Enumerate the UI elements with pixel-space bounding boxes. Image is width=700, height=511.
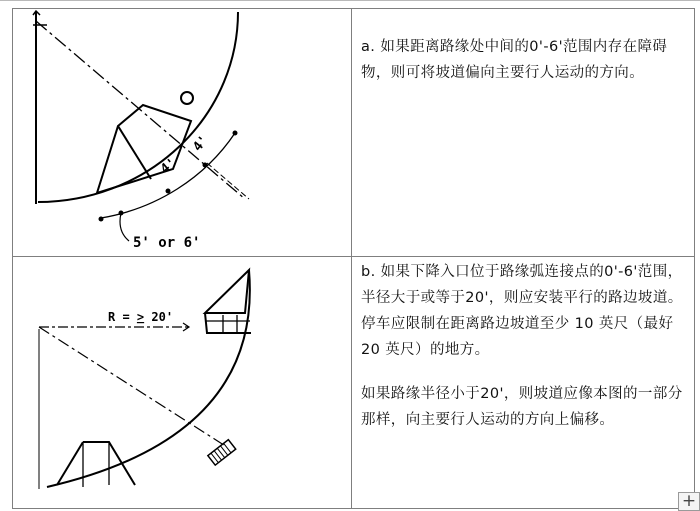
item-text-b1: 如果下降入口位于路缘弧连接点的0'-6'范围，半径大于或等于20'，则应安装平行的路边坡道。停车应限制在距离路边坡道至少 10 英尺（最好 20 英尺）的地方。 xyxy=(361,264,683,358)
obstruction-circle xyxy=(181,92,193,104)
table-row-b xyxy=(13,257,695,509)
parallel-ramp-top xyxy=(205,270,249,313)
item-text-a: 如果距离路缘处中间的0'-6'范围内存在障碍物，则可将坡道偏向主要行人运动的方向。 xyxy=(361,39,668,81)
add-button[interactable]: + xyxy=(678,492,700,511)
paragraph-b1 xyxy=(361,259,684,363)
ramp-flare-a xyxy=(118,126,151,179)
leader-line-a xyxy=(120,213,129,241)
text-cell-b xyxy=(352,257,695,509)
curb-arc-a xyxy=(38,12,238,202)
dimension-label-4ft-right: 4' xyxy=(190,132,212,155)
figure-cell-b xyxy=(13,257,352,509)
item-label-b: b. xyxy=(361,264,376,280)
diagonal-line-b xyxy=(39,327,227,447)
paragraph-b2 xyxy=(361,381,684,433)
radius-label: R = > 20' xyxy=(108,310,174,324)
item-label-a: a. xyxy=(361,39,376,55)
dimension-label-5-or-6ft: 5' or 6' xyxy=(133,235,201,251)
dimension-label-4ft-left: 4' xyxy=(157,155,180,178)
guideline-table xyxy=(12,8,695,509)
diagonal-line-a xyxy=(36,21,245,199)
top-rule xyxy=(0,0,700,1)
table-row-a xyxy=(13,9,695,257)
figure-a xyxy=(13,9,351,257)
text-cell-a xyxy=(352,9,695,257)
curb-arc-b xyxy=(47,270,250,487)
item-text-b2: 如果路缘半径小于20'，则坡道应像本图的一部分那样，向主要行人运动的方向上偏移。 xyxy=(361,386,683,428)
figure-b xyxy=(13,257,351,509)
figure-cell-a xyxy=(13,9,352,257)
paragraph-a xyxy=(352,9,694,86)
